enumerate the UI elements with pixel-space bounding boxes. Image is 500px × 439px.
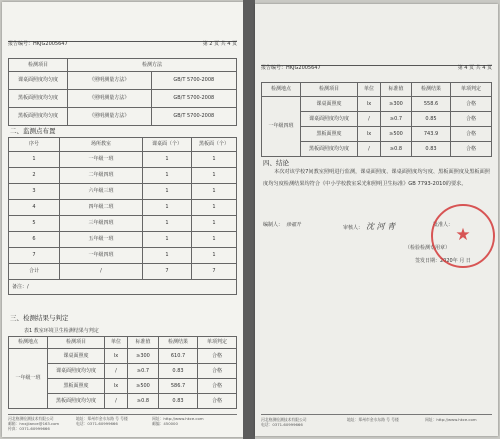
points-desk: 1	[143, 168, 192, 184]
reviewed-label: 审核人：	[343, 225, 364, 231]
points-room: 二年级四班	[60, 168, 143, 184]
methods-name: 《照明测量方法》	[68, 90, 152, 108]
points-desk: 1	[143, 200, 192, 216]
results-header-item: 检测项目	[48, 337, 105, 349]
points-room: 五年级一班	[60, 232, 143, 248]
results-row	[262, 97, 492, 112]
methods-header-method: 检测方法	[68, 59, 237, 72]
methods-name: 《照明测量方法》	[68, 72, 152, 90]
footer-email: 邮箱：hnxjjiance@163.com	[8, 421, 60, 426]
page-number: 第 4 页 共 4 页	[457, 65, 492, 71]
footer-address: 地址：郑州市金水东路 号 号楼	[76, 416, 128, 421]
methods-standard: GB/T 5700-2008	[151, 108, 236, 126]
points-no: 1	[9, 152, 60, 168]
points-board: 7	[192, 264, 237, 280]
footer-company: 河北格测检测技术有限公司	[261, 417, 307, 422]
points-row	[9, 264, 237, 280]
results-location: 一年级四班	[262, 97, 301, 157]
results-item: 黑板面照度	[301, 127, 358, 142]
points-no: 7	[9, 248, 60, 264]
results-verdict: 合格	[451, 97, 492, 112]
results-unit: lx	[105, 349, 128, 364]
prepared-by	[263, 221, 301, 228]
points-header-room: 场所教室	[60, 138, 143, 152]
points-header-board: 黑板面（个）	[192, 138, 237, 152]
results-location: 一年级一班	[9, 349, 48, 409]
issue-date: 签发日期：2020年 月 日	[415, 258, 471, 264]
results-standard: ≥500	[381, 127, 412, 142]
methods-item: 黑板面照度均匀度	[9, 90, 68, 108]
footer-phone: 电话：0371-60999666	[76, 421, 118, 426]
section-3-title: 三、检测结果与判定	[10, 314, 69, 322]
results-unit: /	[105, 394, 128, 409]
prepared-label: 编制人：	[263, 222, 284, 228]
page-header	[8, 40, 237, 47]
points-room: /	[60, 264, 143, 280]
prepared-signature: 徐福升	[286, 222, 302, 228]
page-header	[261, 64, 492, 71]
results-unit: /	[105, 364, 128, 379]
footer-postcode: 邮编：450000	[152, 421, 178, 426]
methods-item: 黑板面照度均匀度	[9, 108, 68, 126]
methods-row	[9, 72, 237, 90]
results-unit: /	[358, 142, 381, 157]
results-unit: lx	[105, 379, 128, 394]
points-board: 1	[192, 168, 237, 184]
footer-web: 网址：http://www.hkce.com	[425, 417, 477, 422]
methods-header-item: 检测项目	[9, 59, 68, 72]
results-header-unit: 单位	[105, 337, 128, 349]
points-desk: 1	[143, 184, 192, 200]
points-no: 6	[9, 232, 60, 248]
results-verdict: 合格	[198, 394, 237, 409]
results-row	[9, 349, 237, 364]
points-desk: 1	[143, 248, 192, 264]
reviewed-by	[343, 221, 395, 232]
section-4-title: 四、结论	[263, 159, 289, 167]
methods-standard: GB/T 5700-2008	[151, 72, 236, 90]
points-board: 1	[192, 152, 237, 168]
results-header-location: 检测地点	[9, 337, 48, 349]
points-no: 合计	[9, 264, 60, 280]
points-room: 一年级一班	[60, 152, 143, 168]
methods-name: 《照明测量方法》	[68, 108, 152, 126]
points-no: 5	[9, 216, 60, 232]
results-header-item: 检测项目	[301, 83, 358, 97]
results-header-verdict: 单项判定	[451, 83, 492, 97]
results-verdict: 合格	[451, 142, 492, 157]
points-board: 1	[192, 232, 237, 248]
results-unit: lx	[358, 97, 381, 112]
points-room: 六年级三班	[60, 184, 143, 200]
results-verdict: 合格	[198, 379, 237, 394]
results-value: 0.83	[159, 394, 198, 409]
results-header-unit: 单位	[358, 83, 381, 97]
points-row	[9, 200, 237, 216]
points-row	[9, 216, 237, 232]
results-standard: ≥0.8	[128, 394, 159, 409]
footer-phone: 电话：0371-60999666	[261, 422, 303, 427]
results-value: 610.7	[159, 349, 198, 364]
footer-divider	[8, 414, 237, 415]
points-header-desk: 课桌面（个）	[143, 138, 192, 152]
points-note-row	[9, 280, 237, 295]
stamp-note: （检验检测专用章）	[405, 245, 451, 251]
report-page-right	[255, 4, 498, 436]
points-room: 四年级二班	[60, 200, 143, 216]
points-row	[9, 184, 237, 200]
points-desk: 1	[143, 232, 192, 248]
results-standard: ≥500	[128, 379, 159, 394]
methods-table	[8, 58, 237, 126]
footer-company: 河北格测检测技术有限公司	[8, 416, 54, 421]
points-no: 4	[9, 200, 60, 216]
points-board: 1	[192, 200, 237, 216]
results-value: 558.6	[412, 97, 451, 112]
points-desk: 1	[143, 216, 192, 232]
results-standard: ≥0.8	[381, 142, 412, 157]
results-standard: ≥0.7	[128, 364, 159, 379]
methods-item: 课桌面照度均匀度	[9, 72, 68, 90]
points-desk: 7	[143, 264, 192, 280]
results-verdict: 合格	[198, 349, 237, 364]
results-item: 黑板面照度均匀度	[48, 394, 105, 409]
footer-divider	[261, 414, 492, 415]
footer-fax: 传真：0371-60999666	[8, 426, 50, 431]
approved-label: 批准人：	[433, 222, 454, 228]
report-page-left	[2, 2, 243, 437]
results-table-right	[261, 82, 492, 157]
results-verdict: 合格	[451, 112, 492, 127]
page-number: 第 2 页 共 4 页	[202, 41, 237, 47]
points-board: 1	[192, 216, 237, 232]
points-row	[9, 248, 237, 264]
results-item: 课桌面照度	[48, 349, 105, 364]
points-row	[9, 168, 237, 184]
section-2-title: 二、监测点布置	[10, 127, 56, 135]
methods-standard: GB/T 5700-2008	[151, 90, 236, 108]
points-desk: 1	[143, 152, 192, 168]
methods-row	[9, 90, 237, 108]
reviewed-signature: 沈 河 青	[366, 222, 396, 231]
results-standard: ≥300	[381, 97, 412, 112]
results-verdict: 合格	[451, 127, 492, 142]
results-value: 586.7	[159, 379, 198, 394]
results-table-left	[8, 336, 237, 409]
results-header-result: 检测结果	[159, 337, 198, 349]
points-room: 一年级四班	[60, 248, 143, 264]
results-item: 课桌面照度	[301, 97, 358, 112]
report-number: 报告编号：HKJG2005647	[261, 65, 321, 71]
report-number: 报告编号：HKJG2005647	[8, 41, 68, 47]
official-seal	[431, 204, 495, 268]
results-unit: /	[358, 112, 381, 127]
results-header-result: 检测结果	[412, 83, 451, 97]
points-board: 1	[192, 184, 237, 200]
points-no: 3	[9, 184, 60, 200]
results-value: 743.9	[412, 127, 451, 142]
results-standard: ≥300	[128, 349, 159, 364]
page-gap	[243, 0, 255, 439]
results-value: 0.85	[412, 112, 451, 127]
points-note: 备注：/	[9, 280, 237, 295]
points-room: 三年级四班	[60, 216, 143, 232]
methods-row	[9, 108, 237, 126]
points-board: 1	[192, 248, 237, 264]
seal-star-icon: ★	[455, 225, 471, 245]
points-header-no: 序号	[9, 138, 60, 152]
results-standard: ≥0.7	[381, 112, 412, 127]
results-item: 黑板面照度	[48, 379, 105, 394]
results-verdict: 合格	[198, 364, 237, 379]
results-header-standard: 标准值	[381, 83, 412, 97]
results-item: 课桌面照度均匀度	[301, 112, 358, 127]
conclusion-text: 本次对该学校7间教室照明进行监测，课桌面照度、课桌面照度均匀度、黑板面照度及黑板面照度均匀度检测结果均符合《中小学校教室采光和照明卫生标准》GB 7793-2010的要求。	[263, 169, 490, 187]
points-table	[8, 137, 237, 295]
results-unit: lx	[358, 127, 381, 142]
results-header-standard: 标准值	[128, 337, 159, 349]
footer-address: 地址：郑州市金水东路 号 号楼	[347, 417, 399, 422]
points-row	[9, 152, 237, 168]
footer-web: 网址：http://www.hkce.com	[152, 416, 204, 421]
results-item: 课桌面照度均匀度	[48, 364, 105, 379]
results-header-verdict: 单项判定	[198, 337, 237, 349]
points-no: 2	[9, 168, 60, 184]
table-caption: 表1 教室环境卫生检测结果与判定	[24, 328, 99, 334]
results-item: 黑板面照度均匀度	[301, 142, 358, 157]
results-value: 0.83	[412, 142, 451, 157]
points-row	[9, 232, 237, 248]
results-header-location: 检测地点	[262, 83, 301, 97]
results-value: 0.83	[159, 364, 198, 379]
